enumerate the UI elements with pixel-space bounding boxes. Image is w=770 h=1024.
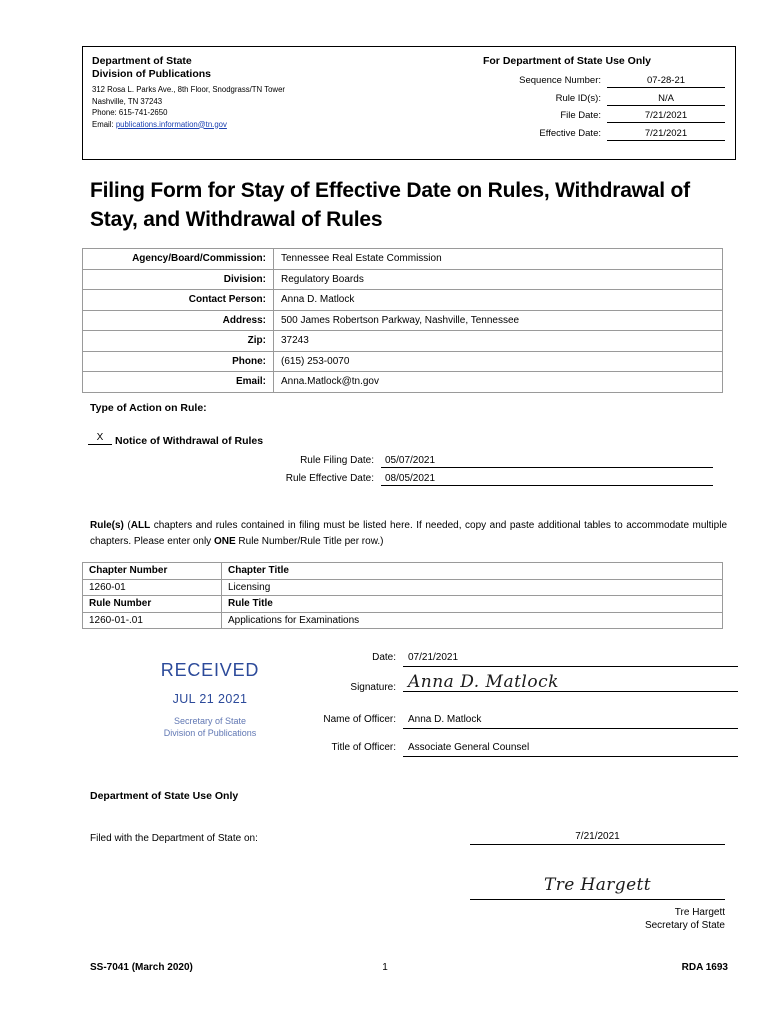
chapter-rule-table [82,562,723,629]
department-name: Department of State [92,55,192,67]
email-link[interactable]: publications.information@tn.gov [115,119,227,129]
filed-with-label: Filed with the Department of State on: [90,833,258,844]
officer-signature-row [290,672,738,695]
page-title: Filing Form for Stay of Effective Date on Rules, Withdrawal of Stay, and Withdrawal of Rules [90,179,690,231]
rule-filing-date-value: 05/07/2021 [381,455,713,468]
secretary-identity [470,906,725,932]
rule-id-label: Rule ID(s): [555,92,601,104]
contact-person-label: Contact Person: [83,290,274,311]
table-row [83,310,723,331]
type-of-action-heading: Type of Action on Rule: [90,402,207,414]
officer-name-row [290,714,738,729]
file-date-value: 7/21/2021 [607,110,725,123]
chapter-number-value: 1260-01 [83,579,222,596]
rules-instruction-paragraph [90,518,727,550]
table-row [83,372,723,393]
rules-all: ALL [130,520,151,531]
header-department-info [83,47,409,159]
table-row [83,351,723,372]
officer-signature-label: Signature: [350,682,396,693]
table-row [83,563,723,580]
effective-date-label: Effective Date: [539,127,601,139]
agency-label: Agency/Board/Commission: [83,249,274,270]
secretary-signature-line [470,898,725,900]
table-row [83,579,723,596]
officer-name-label: Name of Officer: [323,714,396,725]
state-use-title: For Department of State Use Only [482,55,652,67]
address-label: Address: [83,310,274,331]
received-stamp [120,660,300,739]
contact-person-value: Anna D. Matlock [274,290,723,311]
rules-text-b: chapters and rules contained in filing must be listed here. If needed, copy and paste additional tables to accommodate multiple chapters. Please enter only [90,520,728,547]
secretary-signature-block [470,875,725,900]
phone-label: Phone: [83,351,274,372]
officer-date-row [290,652,738,667]
email-field-label: Email: [83,372,274,393]
agency-info-table [82,248,723,393]
rule-number-header: Rule Number [83,596,222,613]
officer-title-row [290,742,738,757]
table-row [83,331,723,352]
sequence-number-row [409,75,725,88]
rule-effective-date-label: Rule Effective Date: [285,473,374,484]
rule-filing-date-label: Rule Filing Date: [300,455,374,466]
notice-of-withdrawal-label: Notice of Withdrawal of Rules [115,435,264,447]
rule-title-value: Applications for Examinations [222,612,723,629]
officer-date-label: Date: [372,652,396,663]
zip-label: Zip: [83,331,274,352]
received-stamp-title: RECEIVED [160,660,260,680]
sequence-number-value: 07-28-21 [607,75,725,88]
department-address-line2: Nashville, TN 37243 [92,96,163,106]
rules-text-c: Rule Number/Rule Title per row.) [235,536,384,547]
table-row [83,612,723,629]
file-date-label: File Date: [560,110,601,121]
department-phone: Phone: 615-741-2650 [92,108,168,117]
officer-signature-value: Anna D. Matlock [403,675,738,692]
officer-title-value: Associate General Counsel [403,742,738,757]
header-box [82,46,736,160]
email-field-value: Anna.Matlock@tn.gov [274,372,723,393]
chapter-number-header: Chapter Number [83,563,222,580]
filed-with-value: 7/21/2021 [470,831,725,845]
received-stamp-office-line2: Division of Publications [163,728,257,738]
division-value: Regulatory Boards [274,269,723,290]
received-stamp-date: JUL 21 2021 [172,692,248,706]
footer-form-number: SS-7041 (March 2020) [90,962,193,973]
table-row [83,596,723,613]
chapter-title-value: Licensing [222,579,723,596]
table-row [83,249,723,270]
rule-effective-date-row [238,473,713,486]
footer-rda-number: RDA 1693 [681,962,728,973]
rule-filing-date-row [238,455,713,468]
officer-title-label: Title of Officer: [331,742,396,753]
secretary-title: Secretary of State [644,920,725,931]
rule-id-value: N/A [607,93,725,106]
email-label: Email: [92,119,116,129]
officer-name-value: Anna D. Matlock [403,714,738,729]
rule-title-header: Rule Title [222,596,723,613]
file-date-row [409,110,725,123]
rule-id-row [409,93,725,106]
withdrawal-checkbox[interactable]: X [88,432,112,445]
department-address-line1: 312 Rosa L. Parks Ave., 8th Floor, Snodgrass/TN Tower [92,85,285,94]
dos-use-heading: Department of State Use Only [90,790,239,802]
address-value: 500 James Robertson Parkway, Nashville, Tennessee [274,310,723,331]
effective-date-row [409,128,725,141]
phone-value: (615) 253-0070 [274,351,723,372]
division-label: Division: [83,269,274,290]
secretary-name: Tre Hargett [674,907,725,918]
rules-lead: Rule(s) [90,520,124,531]
secretary-signature-value: Tre Hargett [543,875,652,895]
zip-value: 37243 [274,331,723,352]
footer-page-number: 1 [382,962,388,973]
sequence-number-label: Sequence Number: [519,75,601,86]
header-state-use-box [409,47,735,159]
officer-date-value: 07/21/2021 [403,652,738,667]
rules-one: ONE [213,536,236,547]
division-name: Division of Publications [92,68,212,80]
table-row [83,269,723,290]
table-row [83,290,723,311]
rules-text-a: ( [123,520,131,531]
agency-value: Tennessee Real Estate Commission [274,249,723,270]
chapter-title-header: Chapter Title [222,563,723,580]
department-email-row [92,119,409,131]
rule-effective-date-value: 08/05/2021 [381,473,713,486]
received-stamp-office-line1: Secretary of State [173,716,247,726]
rule-number-value: 1260-01-.01 [83,612,222,629]
effective-date-value: 7/21/2021 [607,128,725,141]
